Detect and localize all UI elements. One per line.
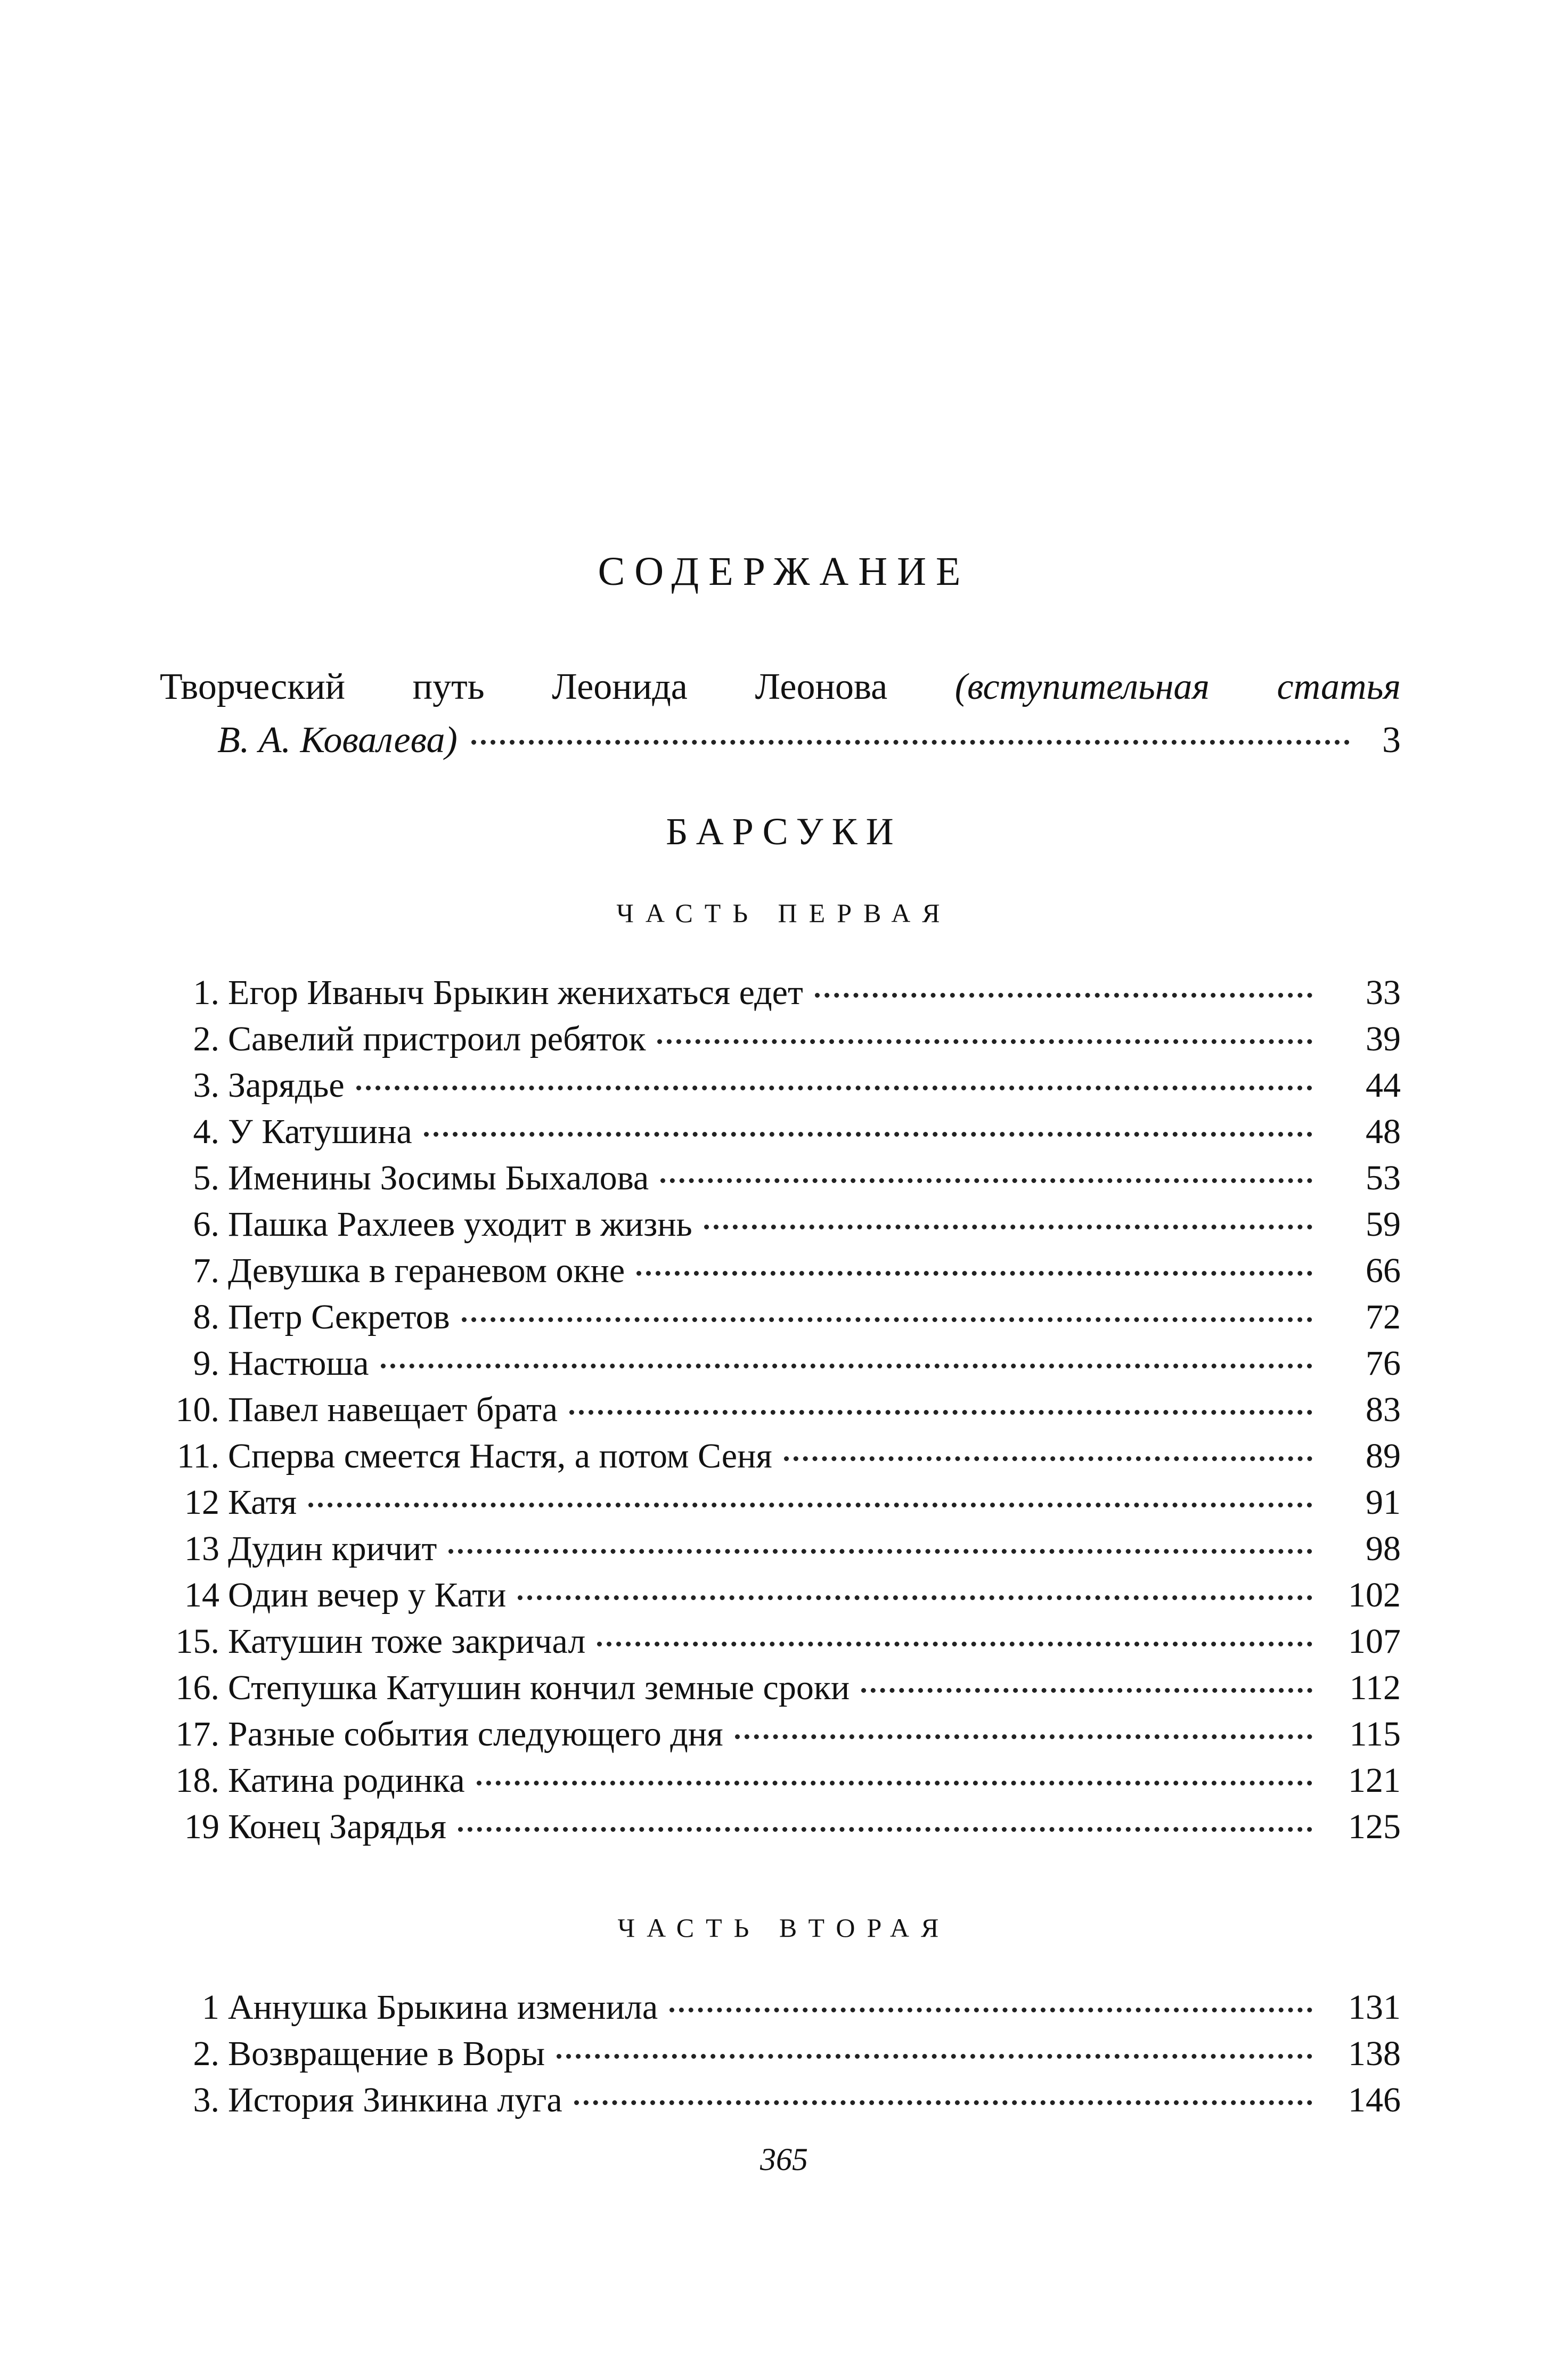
chapter-title: У Катушина xyxy=(228,1112,412,1151)
dot-leader xyxy=(356,1086,1312,1090)
intro-line-1 xyxy=(160,660,1401,714)
chapter-number: 19 xyxy=(184,1807,219,1846)
chapter-number: 2. xyxy=(193,2034,219,2073)
chapter-number: 16. xyxy=(175,1668,219,1707)
dot-leader xyxy=(477,1781,1312,1785)
chapter-number: 4. xyxy=(193,1112,219,1151)
part-one-heading: ЧАСТЬ ПЕРВАЯ xyxy=(616,898,952,928)
intro-word: статья xyxy=(1277,666,1401,707)
chapter-number: 3. xyxy=(193,1066,219,1105)
page-number: 131 xyxy=(1348,1988,1401,2027)
dot-leader xyxy=(669,2008,1312,2012)
chapter-number: 17. xyxy=(175,1715,219,1754)
toc-entry[interactable] xyxy=(160,1016,1401,1062)
chapter-title: Девушка в гераневом окне xyxy=(228,1251,625,1290)
page-number: 76 xyxy=(1366,1344,1401,1383)
chapter-title: Савелий пристроил ребяток xyxy=(228,1020,646,1058)
chapter-number: 18. xyxy=(175,1761,219,1800)
dot-leader xyxy=(574,2100,1312,2105)
chapter-title: Егор Иваныч Брыкин жениxаться едет xyxy=(228,973,803,1012)
chapter-number: 5. xyxy=(193,1159,219,1197)
dot-leader xyxy=(704,1225,1312,1229)
chapter-title: Один вечер у Кати xyxy=(228,1576,507,1614)
toc-entry[interactable] xyxy=(160,1201,1401,1247)
toc-entry[interactable] xyxy=(160,1804,1401,1850)
chapter-title: Настюша xyxy=(228,1344,369,1383)
dot-leader xyxy=(569,1410,1312,1415)
chapter-number: 1. xyxy=(193,973,219,1012)
chapter-number: 6. xyxy=(193,1205,219,1244)
page-number: 53 xyxy=(1366,1159,1401,1197)
chapter-title: Возвращение в Воры xyxy=(228,2034,545,2073)
chapter-title: Сперва смеется Настя, а потом Сеня xyxy=(228,1437,772,1475)
page-number: 83 xyxy=(1366,1390,1401,1429)
chapter-title: История Зинкина луга xyxy=(228,2081,562,2119)
dot-leader xyxy=(861,1688,1312,1693)
dot-leader xyxy=(448,1549,1312,1554)
chapter-number: 8. xyxy=(193,1298,219,1336)
page-number: 121 xyxy=(1348,1761,1401,1800)
chapter-title: Пашка Рахлеев уходит в жизнь xyxy=(228,1205,692,1244)
book-title: БАРСУКИ xyxy=(666,810,902,853)
dot-leader xyxy=(660,1178,1312,1183)
intro-author: В. А. Ковалева) xyxy=(217,720,458,761)
chapter-number: 9. xyxy=(193,1344,219,1383)
chapter-number: 2. xyxy=(193,1020,219,1058)
dot-leader xyxy=(657,1039,1312,1044)
page-number: 102 xyxy=(1348,1576,1401,1614)
toc-entry[interactable] xyxy=(160,2030,1401,2077)
toc-entry[interactable] xyxy=(160,1618,1401,1665)
page-number: 66 xyxy=(1366,1251,1401,1290)
dot-leader xyxy=(557,2054,1312,2059)
page-folio: 365 xyxy=(760,2142,808,2177)
toc-entry[interactable] xyxy=(160,1340,1401,1387)
dot-leader xyxy=(471,740,1350,745)
toc-entry[interactable] xyxy=(160,1247,1401,1294)
toc-entry[interactable] xyxy=(160,2077,1401,2123)
toc-entry[interactable] xyxy=(160,1711,1401,1757)
dot-leader xyxy=(735,1734,1312,1739)
dot-leader xyxy=(458,1827,1312,1832)
page-number: 44 xyxy=(1366,1066,1401,1105)
chapter-title: Аннушка Брыкина изменила xyxy=(228,1988,658,2027)
intro-word: Леонова xyxy=(755,666,888,707)
toc-entry[interactable] xyxy=(160,1572,1401,1618)
dot-leader xyxy=(815,993,1312,998)
toc-entry[interactable] xyxy=(160,1387,1401,1433)
page-number: 72 xyxy=(1366,1298,1401,1336)
chapter-title: Разные события следующего дня xyxy=(228,1715,723,1754)
contents-heading: СОДЕРЖАНИЕ xyxy=(598,549,970,594)
intro-line-2 xyxy=(160,714,1401,767)
page-number: 59 xyxy=(1366,1205,1401,1244)
toc-entry[interactable] xyxy=(160,1479,1401,1526)
dot-leader xyxy=(597,1642,1312,1646)
page-number: 48 xyxy=(1366,1112,1401,1151)
page-number: 89 xyxy=(1366,1437,1401,1475)
chapter-title: Дудин кричит xyxy=(228,1529,437,1568)
dot-leader xyxy=(636,1271,1312,1276)
toc-entry[interactable] xyxy=(160,969,1401,1016)
intro-word: Творческий xyxy=(160,666,346,707)
chapter-number: 12 xyxy=(184,1483,219,1522)
dot-leader xyxy=(424,1132,1312,1137)
page-number: 138 xyxy=(1348,2034,1401,2073)
page-number: 112 xyxy=(1349,1668,1401,1707)
chapter-number: 7. xyxy=(193,1251,219,1290)
chapter-title: Катина родинка xyxy=(228,1761,465,1800)
intro-entry[interactable] xyxy=(160,660,1401,767)
chapter-title: Катушин тоже закричал xyxy=(228,1622,586,1661)
intro-word: (вступительная xyxy=(954,666,1210,707)
toc-entry[interactable] xyxy=(160,1757,1401,1804)
toc-entry[interactable] xyxy=(160,1155,1401,1201)
dot-leader xyxy=(784,1456,1312,1461)
chapter-title: Петр Секретов xyxy=(228,1298,450,1336)
dot-leader xyxy=(308,1503,1312,1507)
chapter-number: 14 xyxy=(184,1576,219,1614)
page-number: 115 xyxy=(1349,1715,1401,1754)
chapter-number: 10. xyxy=(175,1390,219,1429)
chapter-number: 15. xyxy=(175,1622,219,1661)
part-two-heading: ЧАСТЬ ВТОРАЯ xyxy=(617,1913,951,1943)
chapter-number: 13 xyxy=(184,1529,219,1568)
intro-word: Леонида xyxy=(552,666,688,707)
chapter-number: 11. xyxy=(176,1437,219,1475)
toc-entry[interactable] xyxy=(160,1665,1401,1711)
chapter-number: 1 xyxy=(202,1988,219,2027)
page-number: 125 xyxy=(1348,1807,1401,1846)
page-number: 146 xyxy=(1348,2081,1401,2119)
page-number: 107 xyxy=(1348,1622,1401,1661)
toc-entry[interactable] xyxy=(160,1108,1401,1155)
intro-word: путь xyxy=(412,666,485,707)
chapter-title: Степушка Катушин кончил земные сроки xyxy=(228,1668,850,1707)
dot-leader xyxy=(381,1364,1312,1368)
page-number: 33 xyxy=(1366,973,1401,1012)
dot-leader xyxy=(518,1595,1312,1600)
page-number: 98 xyxy=(1366,1529,1401,1568)
toc-entry[interactable] xyxy=(160,1433,1401,1479)
toc-entry[interactable] xyxy=(160,1984,1401,2030)
dot-leader xyxy=(462,1317,1312,1322)
part-one-toc xyxy=(160,969,1401,1850)
toc-entry[interactable] xyxy=(160,1526,1401,1572)
intro-page-number: 3 xyxy=(1382,720,1401,761)
part-two-toc xyxy=(160,1984,1401,2123)
toc-entry[interactable] xyxy=(160,1062,1401,1108)
chapter-title: Катя xyxy=(228,1483,297,1522)
chapter-title: Конец Зарядья xyxy=(228,1807,446,1846)
chapter-title: Павел навещает брата xyxy=(228,1390,558,1429)
chapter-title: Именины Зосимы Быхалова xyxy=(228,1159,649,1197)
toc-entry[interactable] xyxy=(160,1294,1401,1340)
page-number: 39 xyxy=(1366,1020,1401,1058)
chapter-title: Зарядье xyxy=(228,1066,345,1105)
chapter-number: 3. xyxy=(193,2081,219,2119)
page-number: 91 xyxy=(1366,1483,1401,1522)
